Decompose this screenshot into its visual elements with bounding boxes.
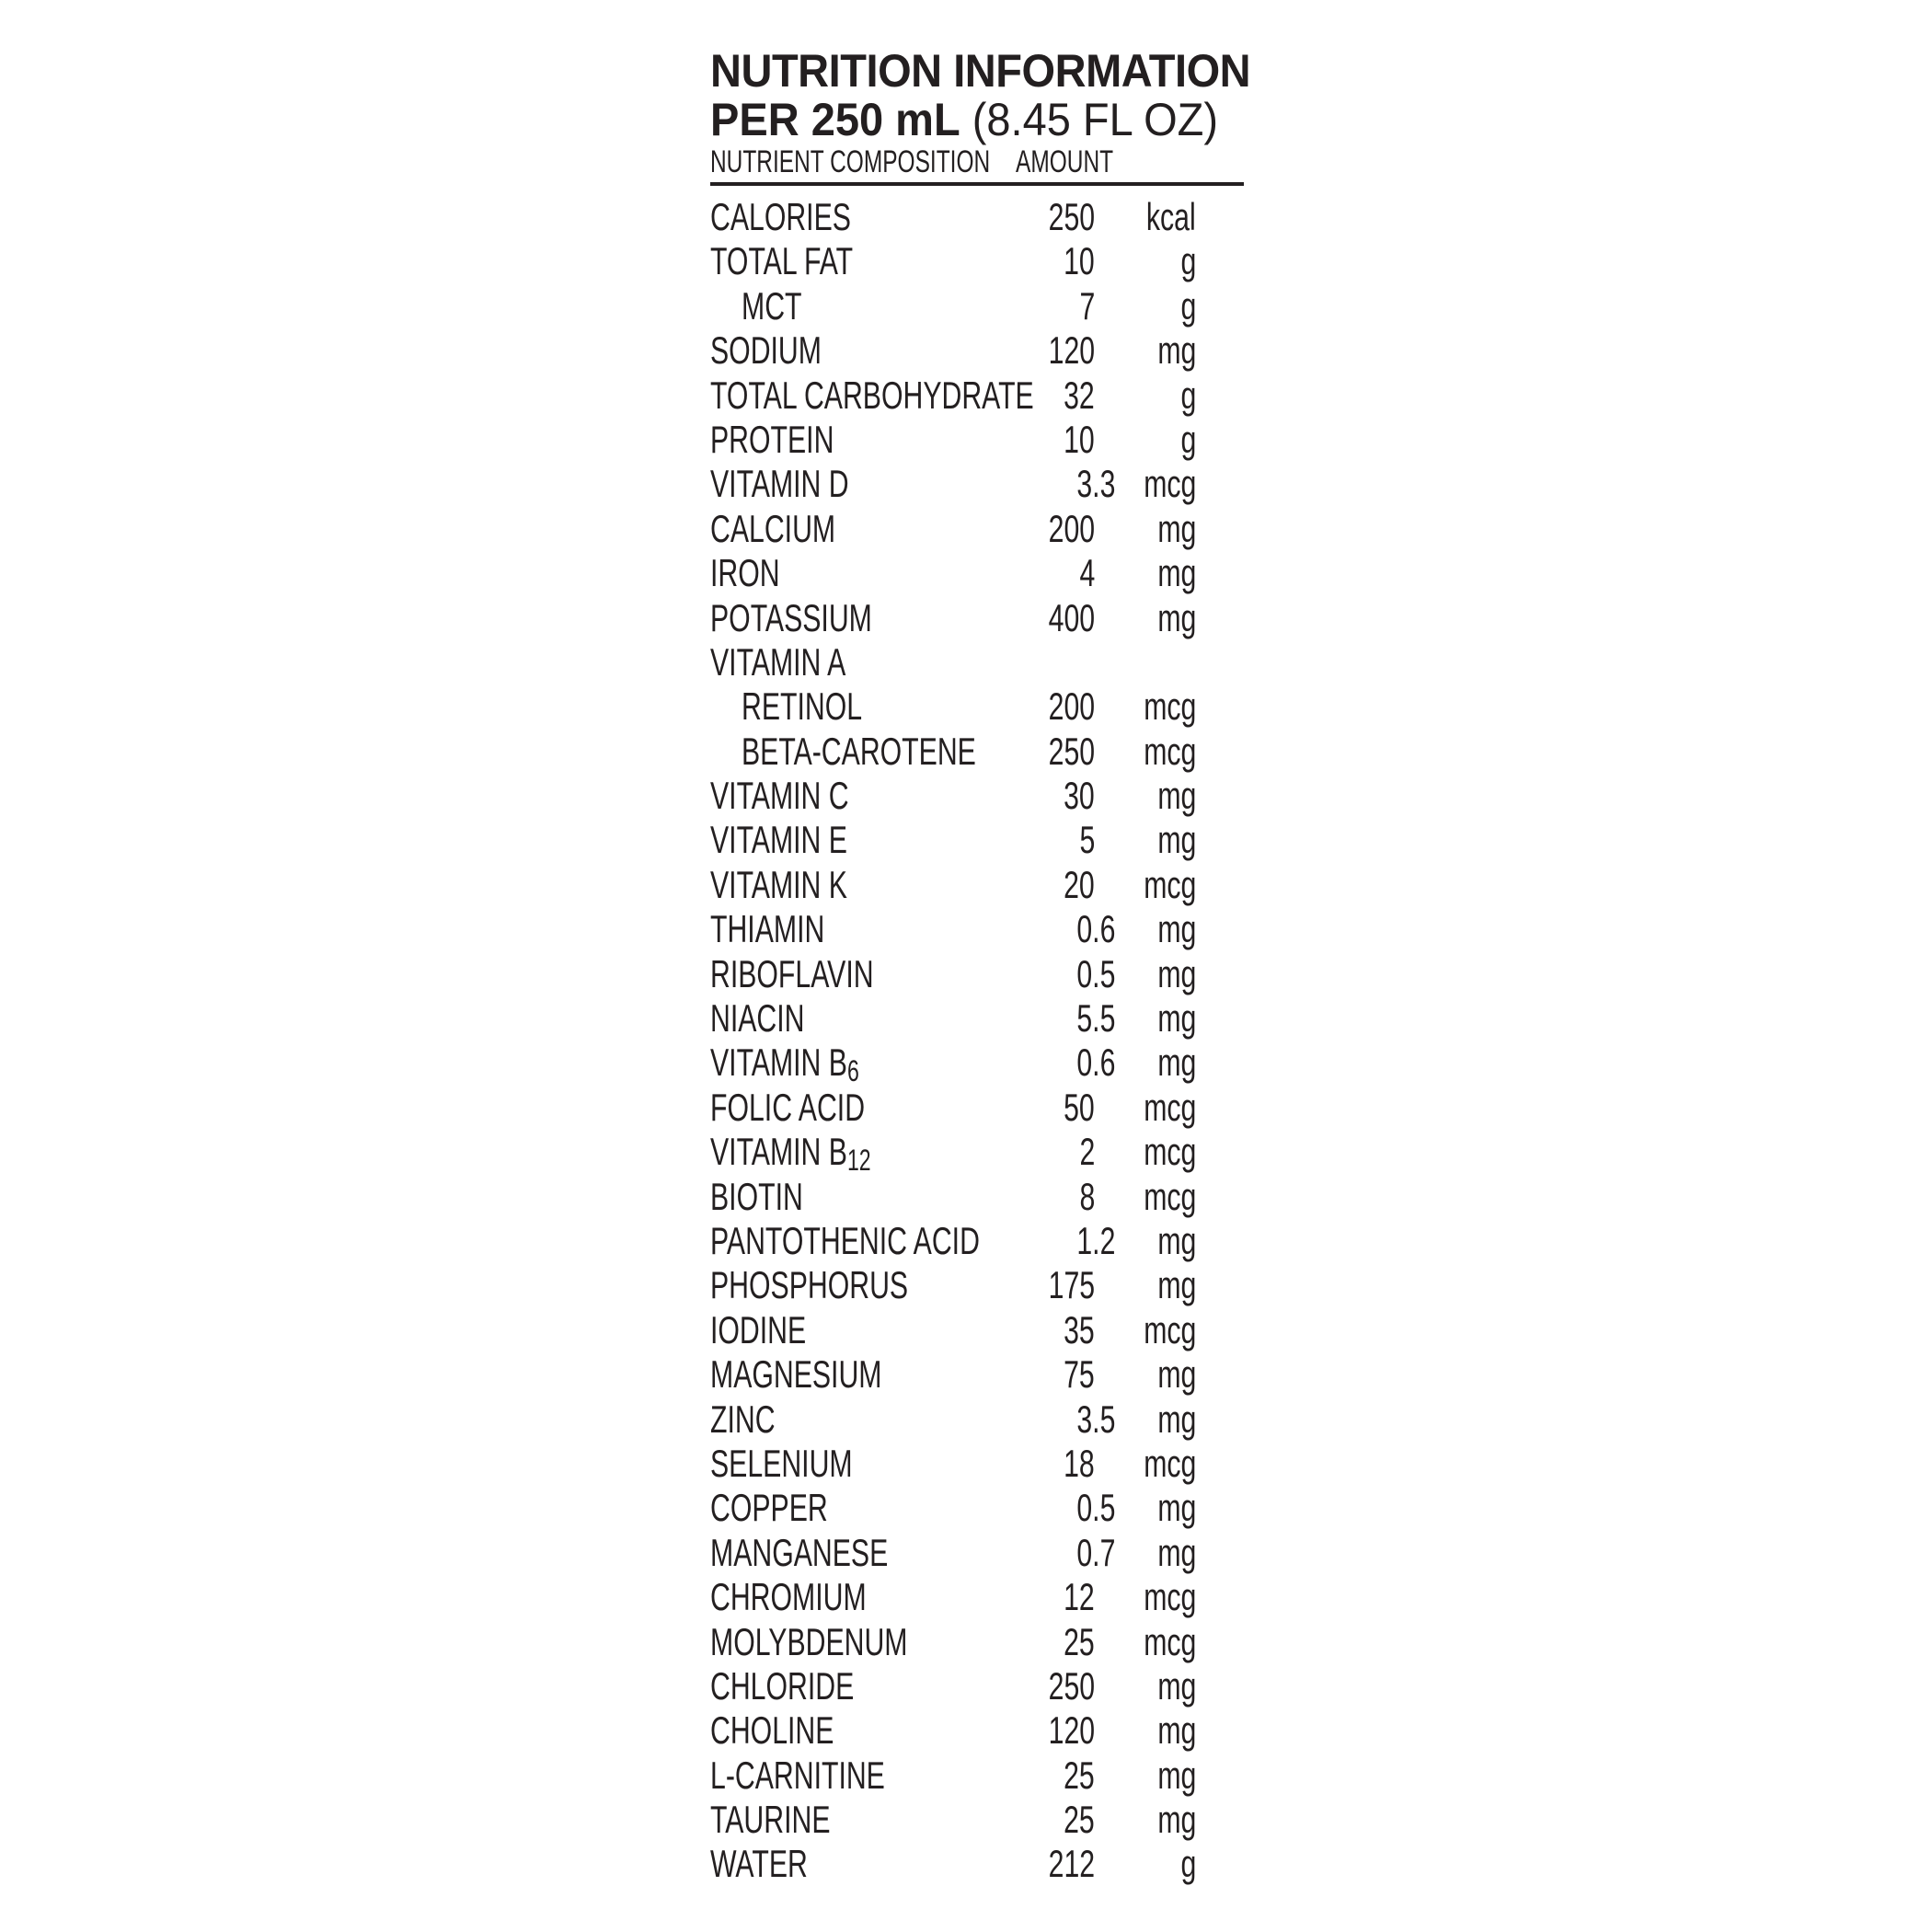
- nutrient-name-text: IODINE: [710, 1307, 807, 1351]
- nutrient-unit: g: [1180, 1842, 1196, 1886]
- nutrient-row: [710, 1086, 1244, 1130]
- nutrient-name-text: CHROMIUM: [710, 1575, 867, 1619]
- nutrient-row: [710, 774, 1244, 818]
- nutrient-name: [710, 1175, 803, 1219]
- nutrient-amount: 50: [1064, 1085, 1095, 1129]
- nutrient-name: [710, 907, 824, 951]
- nutrient-name: [742, 284, 802, 328]
- nutrient-name-text: ZINC: [710, 1397, 776, 1441]
- nutrient-amount: 212: [1048, 1842, 1095, 1886]
- nutrient-name: [710, 1664, 854, 1708]
- nutrient-name-text: FOLIC ACID: [710, 1085, 866, 1129]
- nutrient-amount: 8: [1079, 1174, 1095, 1218]
- column-headers: [710, 144, 1244, 186]
- nutrient-name-text: MANGANESE: [710, 1530, 889, 1574]
- nutrient-row: [710, 1219, 1244, 1263]
- nutrient-amount: 5: [1079, 818, 1095, 862]
- nutrient-name: [710, 1442, 853, 1486]
- nutrient-name: [742, 730, 976, 774]
- nutrient-row: [710, 239, 1244, 283]
- nutrient-name-text: CALCIUM: [710, 506, 836, 550]
- nutrient-row: [710, 596, 1244, 640]
- nutrient-name: [710, 1397, 776, 1442]
- nutrient-amount: 25: [1064, 1798, 1095, 1842]
- nutrient-name: [710, 1086, 865, 1130]
- serving-size-metric: PER 250 mL: [710, 94, 960, 145]
- nutrient-row: [710, 1754, 1244, 1798]
- nutrient-name-text: TOTAL CARBOHYDRATE: [710, 373, 1034, 417]
- nutrient-amount: 75: [1064, 1352, 1095, 1397]
- nutrient-name-text: PANTOTHENIC ACID: [710, 1218, 980, 1262]
- nutrient-name: [710, 551, 780, 595]
- nutrient-unit: mcg: [1143, 1619, 1196, 1663]
- nutrient-name: [710, 239, 853, 283]
- nutrient-name: [742, 684, 862, 729]
- nutrient-name-text: CHLORIDE: [710, 1663, 855, 1708]
- nutrient-amount: 10: [1064, 417, 1095, 461]
- nutrient-unit: mg: [1156, 818, 1196, 862]
- nutrient-name: [710, 1708, 834, 1753]
- nutrient-unit: kcal: [1146, 195, 1196, 238]
- nutrient-name-text: SELENIUM: [710, 1441, 853, 1485]
- nutrient-amount: 400: [1048, 595, 1095, 639]
- nutrient-name-text: TOTAL FAT: [710, 239, 854, 283]
- nutrient-row: [710, 328, 1244, 373]
- nutrient-name-text: COPPER: [710, 1486, 828, 1530]
- nutrient-unit: mg: [1156, 1397, 1196, 1441]
- nutrient-amount: 250: [1048, 729, 1095, 773]
- nutrient-name: [710, 374, 1034, 418]
- nutrient-amount: 1.2: [1075, 1218, 1115, 1262]
- nutrient-amount: 12: [1064, 1575, 1095, 1619]
- nutrient-row: [710, 1397, 1244, 1442]
- nutrient-name-text: CHOLINE: [710, 1708, 834, 1753]
- nutrient-unit: mg: [1156, 1218, 1196, 1262]
- nutrient-name: [710, 1575, 867, 1619]
- nutrient-name-text: VITAMIN B: [710, 1130, 847, 1174]
- nutrient-amount: 250: [1048, 195, 1095, 238]
- nutrient-row: [710, 1308, 1244, 1352]
- nutrient-name-text: IRON: [710, 551, 780, 595]
- nutrient-unit: g: [1180, 283, 1196, 328]
- nutrient-row: [710, 418, 1244, 462]
- nutrient-unit: mg: [1156, 1663, 1196, 1708]
- nutrient-name-text: VITAMIN D: [710, 462, 849, 506]
- nutrient-name-text: PHOSPHORUS: [710, 1263, 909, 1307]
- nutrient-amount: 18: [1064, 1441, 1095, 1485]
- nutrient-unit: mcg: [1143, 684, 1196, 729]
- nutrient-name-text: MCT: [742, 283, 802, 328]
- nutrient-amount: 2: [1079, 1130, 1095, 1174]
- nutrient-name-text: VITAMIN E: [710, 818, 847, 862]
- nutrient-name: [710, 1620, 908, 1664]
- nutrient-name: [710, 1219, 980, 1263]
- nutrient-name-text: MOLYBDENUM: [710, 1619, 908, 1663]
- column-header-amount: AMOUNT: [1016, 144, 1114, 179]
- nutrient-name-text: MAGNESIUM: [710, 1352, 882, 1397]
- nutrient-row: [710, 507, 1244, 551]
- nutrient-row: [710, 1352, 1244, 1397]
- nutrient-name: [710, 640, 845, 684]
- nutrient-row: [710, 1531, 1244, 1575]
- nutrient-amount: 7: [1079, 283, 1095, 328]
- nutrient-row: [710, 1263, 1244, 1307]
- nutrient-unit: mcg: [1143, 1575, 1196, 1619]
- nutrient-amount: 5.5: [1075, 996, 1115, 1041]
- nutrient-name-text: POTASSIUM: [710, 595, 872, 639]
- nutrient-row: [710, 684, 1244, 729]
- nutrient-row: [710, 1620, 1244, 1664]
- nutrient-amount: 25: [1064, 1753, 1095, 1797]
- nutrient-unit: mg: [1156, 1041, 1196, 1085]
- nutrient-amount: 0.5: [1075, 1486, 1115, 1530]
- nutrient-name: [710, 1842, 808, 1886]
- nutrient-name-text: TAURINE: [710, 1798, 831, 1842]
- nutrient-unit: mg: [1156, 774, 1196, 818]
- nutrient-row: [710, 730, 1244, 774]
- nutrient-name: [710, 818, 847, 862]
- nutrient-unit: mg: [1156, 506, 1196, 550]
- nutrient-name-text: VITAMIN A: [710, 639, 846, 684]
- nutrient-name: [710, 596, 872, 640]
- nutrient-name-text: BIOTIN: [710, 1174, 803, 1218]
- nutrient-name-text: SODIUM: [710, 328, 822, 373]
- serving-size-imperial: (8.45 FL OZ): [972, 94, 1219, 145]
- nutrient-row: [710, 374, 1244, 418]
- nutrient-name: [710, 863, 847, 907]
- nutrition-label: [710, 45, 1251, 1887]
- nutrient-unit: mcg: [1143, 1130, 1196, 1174]
- nutrient-amount: 32: [1064, 373, 1095, 417]
- nutrient-amount: 120: [1048, 1708, 1095, 1753]
- nutrient-name: [710, 328, 822, 373]
- nutrient-name-text: VITAMIN B: [710, 1041, 847, 1085]
- nutrient-amount: 200: [1048, 684, 1095, 729]
- nutrient-unit: mg: [1156, 1753, 1196, 1797]
- nutrient-name: [710, 1308, 806, 1352]
- nutrient-unit: mg: [1156, 1708, 1196, 1753]
- nutrient-amount: 250: [1048, 1663, 1095, 1708]
- nutrient-name: [710, 1798, 830, 1842]
- nutrient-unit: mcg: [1143, 1441, 1196, 1485]
- nutrient-name-text: VITAMIN C: [710, 774, 849, 818]
- nutrient-name-subscript: 12: [846, 1144, 871, 1178]
- nutrient-amount: 30: [1064, 774, 1095, 818]
- nutrient-name: [710, 507, 835, 551]
- nutrient-amount: 3.5: [1075, 1397, 1115, 1441]
- nutrient-unit: mg: [1156, 1530, 1196, 1574]
- nutrient-name-text: PROTEIN: [710, 417, 834, 461]
- nutrient-unit: mg: [1156, 951, 1196, 995]
- nutrient-name-text: RETINOL: [742, 684, 863, 729]
- nutrient-amount: 120: [1048, 328, 1095, 373]
- nutrient-row: [710, 551, 1244, 595]
- nutrient-unit: mg: [1156, 1798, 1196, 1842]
- nutrient-name: [710, 1352, 881, 1397]
- nutrient-amount: 0.5: [1075, 951, 1115, 995]
- nutrient-name: [710, 195, 851, 239]
- nutrient-name-text: CALORIES: [710, 195, 851, 238]
- nutrient-name-subscript: 6: [846, 1054, 859, 1088]
- nutrient-unit: mcg: [1143, 1307, 1196, 1351]
- nutrient-name: [710, 1531, 888, 1575]
- nutrient-unit: mg: [1156, 1486, 1196, 1530]
- nutrient-row: [710, 1664, 1244, 1708]
- nutrient-name: [710, 774, 849, 818]
- nutrient-name-text: WATER: [710, 1842, 808, 1886]
- nutrient-name-text: NIACIN: [710, 996, 805, 1041]
- nutrient-name: [710, 1486, 828, 1530]
- nutrient-row: [710, 1798, 1244, 1842]
- column-header-nutrient: NUTRIENT COMPOSITION: [710, 144, 991, 179]
- nutrient-unit: mg: [1156, 907, 1196, 951]
- nutrient-row: [710, 1842, 1244, 1886]
- nutrient-unit: mg: [1156, 328, 1196, 373]
- nutrient-name-text: VITAMIN K: [710, 862, 847, 906]
- nutrient-amount: 0.6: [1075, 1041, 1115, 1085]
- nutrient-row: [710, 863, 1244, 907]
- nutrient-row: [710, 1041, 1244, 1088]
- nutrient-unit: mg: [1156, 996, 1196, 1041]
- nutrient-amount: 20: [1064, 862, 1095, 906]
- nutrient-row: [710, 1575, 1244, 1619]
- nutrient-unit: mcg: [1143, 1174, 1196, 1218]
- nutrient-unit: mcg: [1143, 729, 1196, 773]
- nutrient-amount: 200: [1048, 506, 1095, 550]
- nutrient-unit: mg: [1156, 1352, 1196, 1397]
- nutrient-amount: 3.3: [1075, 462, 1115, 506]
- nutrient-amount: 4: [1079, 551, 1095, 595]
- nutrient-unit: g: [1180, 417, 1196, 461]
- nutrient-name-text: BETA-CAROTENE: [742, 729, 976, 773]
- nutrient-amount: 175: [1048, 1263, 1095, 1307]
- nutrient-name-text: L-CARNITINE: [710, 1753, 885, 1797]
- nutrient-amount: 35: [1064, 1307, 1095, 1351]
- nutrient-name: [710, 418, 834, 462]
- nutrient-name: [710, 952, 874, 996]
- serving-size: [710, 94, 1219, 145]
- nutrient-unit: mg: [1156, 551, 1196, 595]
- label-title: NUTRITION INFORMATION: [710, 45, 1251, 97]
- nutrient-amount: 0.6: [1075, 907, 1115, 951]
- nutrient-row: [710, 195, 1244, 239]
- nutrient-name: [710, 996, 804, 1041]
- nutrient-amount: 0.7: [1075, 1530, 1115, 1574]
- nutrient-unit: mcg: [1143, 1085, 1196, 1129]
- nutrient-row: [710, 284, 1244, 328]
- nutrient-row: [710, 996, 1244, 1041]
- nutrient-row: [710, 1708, 1244, 1753]
- nutrient-unit: mcg: [1143, 462, 1196, 506]
- nutrient-amount: 10: [1064, 239, 1095, 283]
- nutrient-row: [710, 907, 1244, 951]
- nutrient-row: [710, 1175, 1244, 1219]
- nutrient-unit: mcg: [1143, 862, 1196, 906]
- nutrient-row: [710, 952, 1244, 996]
- nutrient-name: [710, 462, 849, 506]
- nutrient-row: [710, 1442, 1244, 1486]
- nutrient-row: [710, 1130, 1244, 1178]
- nutrient-row: [710, 818, 1244, 862]
- nutrient-unit: mg: [1156, 1263, 1196, 1307]
- nutrient-name-text: THIAMIN: [710, 907, 825, 951]
- nutrient-table: [710, 195, 1244, 1887]
- nutrient-row: [710, 462, 1244, 506]
- nutrient-name: [710, 1263, 908, 1307]
- nutrient-name: [710, 1754, 885, 1798]
- nutrient-name-text: RIBOFLAVIN: [710, 951, 874, 995]
- nutrient-unit: g: [1180, 239, 1196, 283]
- nutrient-unit: g: [1180, 373, 1196, 417]
- nutrient-unit: mg: [1156, 595, 1196, 639]
- nutrient-amount: 25: [1064, 1619, 1095, 1663]
- nutrient-row: [710, 1486, 1244, 1530]
- nutrient-row: [710, 640, 1244, 684]
